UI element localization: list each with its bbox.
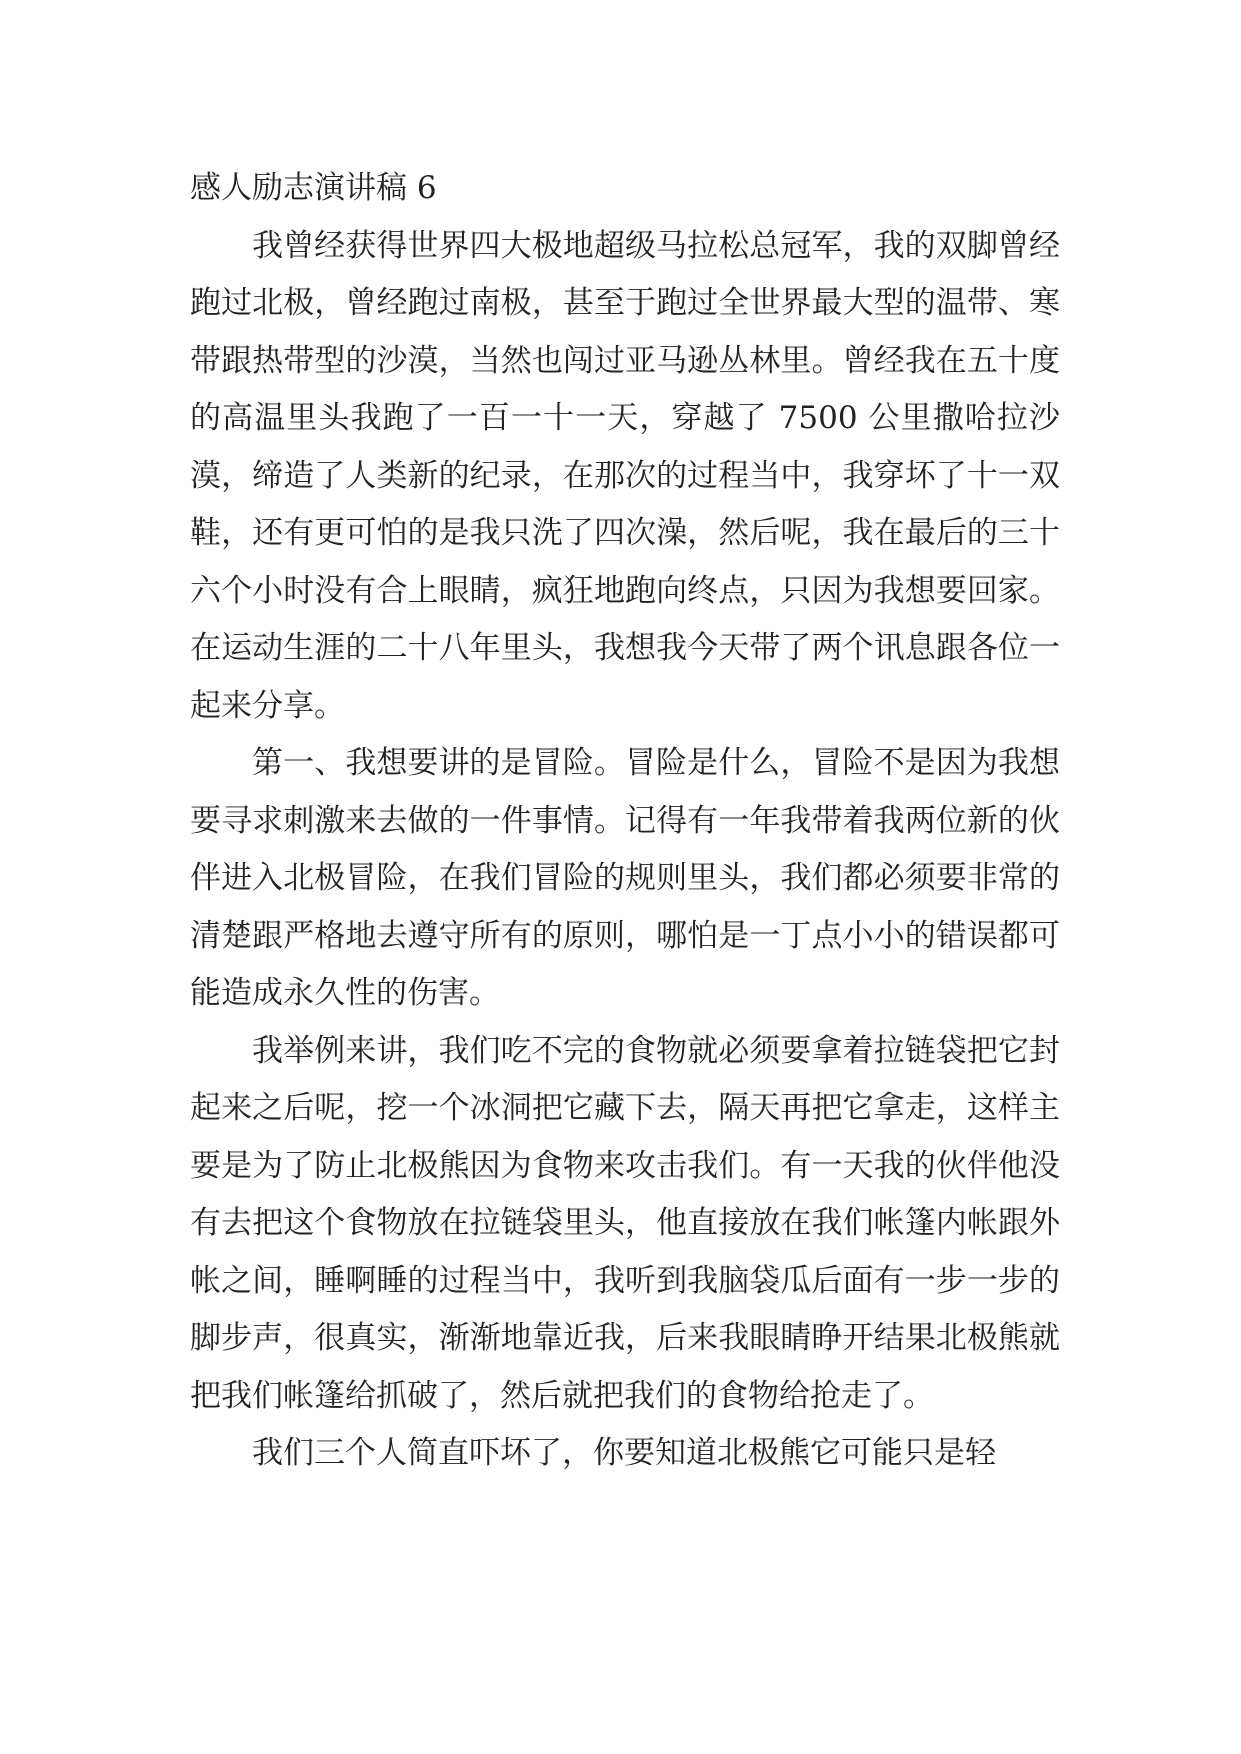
paragraph: 我举例来讲，我们吃不完的食物就必须要拿着拉链袋把它封起来之后呢，挖一个冰洞把它藏下去，隔天再把它拿走，这样主要是为了防止北极熊因为食物来攻击我们。有一天我的伙伴他没有去把这个食物放在拉链袋里头，他直接放在我们帐篷内帐跟外帐之间，睡啊睡的过程当中，我听到我脑袋瓜后面有一步一步的脚步声，很真实，渐渐地靠近我，后来我眼睛睁开结果北极熊就把我们帐篷给抓破了，然后就把我们的食物给抢走了。 (190, 1032, 1060, 1414)
document-body (190, 160, 1060, 1483)
document-title: 感人励志演讲稿 6 (190, 170, 437, 206)
paragraph: 第一、我想要讲的是冒险。冒险是什么，冒险不是因为我想要寻求刺激来去做的一件事情。记得有一年我带着我两位新的伙伴进入北极冒险，在我们冒险的规则里头，我们都必须要非常的清楚跟严格地去遵守所有的原则，哪怕是一丁点小小的错误都可能造成永久性的伤害。 (190, 745, 1060, 1011)
paragraph: 我曾经获得世界四大极地超级马拉松总冠军，我的双脚曾经跑过北极，曾经跑过南极，甚至于跑过全世界最大型的温带、寒带跟热带型的沙漠，当然也闯过亚马逊丛林里。曾经我在五十度的高温里头我跑了一百一十一天，穿越了 7500 公里撒哈拉沙漠，缔造了人类新的纪录，在那次的过程当中，我穿坏了十一双鞋，还有更可怕的是我只洗了四次澡，然后呢，我在最后的三十六个小时没有合上眼睛，疯狂地跑向终点，只因为我想要回家。在运动生涯的二十八年里头，我想我今天带了两个讯息跟各位一起来分享。 (190, 227, 1060, 724)
paragraph: 我们三个人简直吓坏了，你要知道北极熊它可能只是轻 (252, 1435, 996, 1471)
